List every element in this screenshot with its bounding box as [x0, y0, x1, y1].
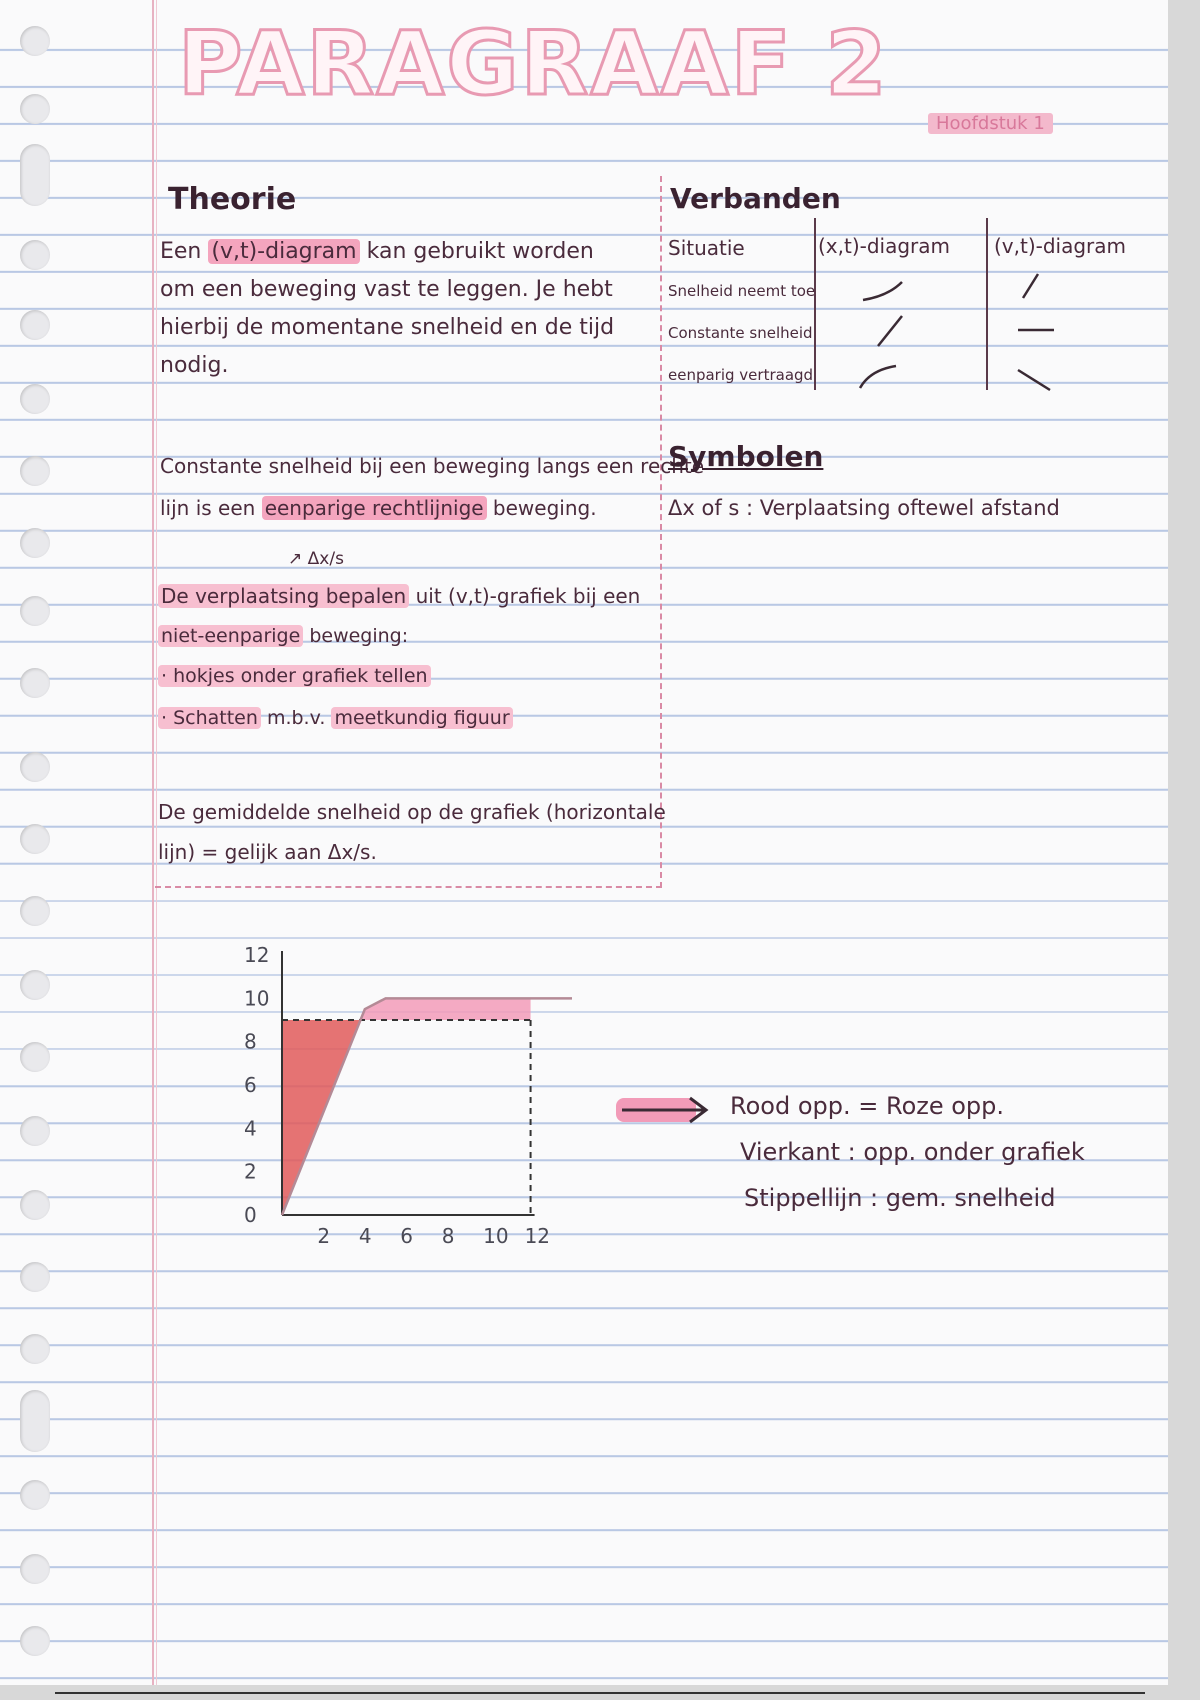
x-tick-label: 2 [317, 1224, 331, 1248]
binder-hole [20, 1390, 50, 1452]
chart-note: Stippellijn : gem. snelheid [744, 1184, 1056, 1212]
theory-line: hierbij de momentane snelheid en de tijd [160, 315, 615, 340]
col-header-situatie: Situatie [668, 236, 745, 260]
page-bottom-edge [55, 1692, 1145, 1694]
text-fragment: lijn is een [160, 496, 262, 520]
bullet-item [158, 658, 431, 694]
text-fragment: Een [160, 239, 209, 264]
highlight: · hokjes onder grafiek tellen [158, 665, 431, 687]
binder-hole [20, 752, 50, 782]
row-label: eenparig vertraagd [668, 366, 814, 384]
table-divider [814, 218, 816, 390]
binder-hole [20, 456, 50, 486]
theory-line: om een beweging vast te leggen. Je hebt [160, 277, 613, 302]
theory-line: lijn) = gelijk aan Δx/s. [158, 840, 377, 864]
theory-line [158, 618, 408, 654]
curve-up-sketch [863, 282, 902, 300]
line-down-sketch [1018, 370, 1050, 390]
text-fragment: m.b.v. [260, 707, 332, 729]
y-tick-label: 10 [244, 986, 270, 1011]
x-tick-label: 6 [400, 1224, 414, 1248]
curve-flat-sketch [860, 366, 896, 388]
binder-hole [20, 144, 50, 206]
verbanden-table [668, 178, 1148, 398]
y-tick-label: 0 [244, 1203, 257, 1227]
theory-line [160, 490, 597, 526]
text-fragment: kan gebruikt worden [359, 239, 594, 264]
binder-hole [20, 1626, 50, 1656]
row-label: Constante snelheid [668, 324, 813, 342]
y-tick-label: 8 [244, 1029, 257, 1054]
line-up-sketch [1023, 274, 1038, 298]
binder-hole [20, 970, 50, 1000]
graph-shape-sketches [818, 268, 1148, 398]
x-tick-label: 12 [524, 1224, 551, 1248]
symbolen-heading: Symbolen [668, 440, 824, 473]
chapter-tag: Hoofdstuk 1 [928, 113, 1053, 134]
binder-hole [20, 26, 50, 56]
symbol-definition: Δx of s : Verplaatsing oftewel afstand [668, 496, 1060, 520]
row-label: Snelheid neemt toe [668, 282, 816, 300]
chart-areas [282, 998, 531, 1215]
highlight: (v,t)-diagram [208, 239, 359, 264]
y-tick-label: 4 [244, 1116, 257, 1141]
pink-area [360, 998, 530, 1020]
col-header-xt: (x,t)-diagram [818, 234, 951, 258]
binder-hole [20, 1042, 50, 1072]
y-tick-label: 12 [244, 943, 270, 967]
binder-hole [20, 1190, 50, 1220]
arrow-icon [612, 1080, 722, 1140]
theory-line: Constante snelheid bij een beweging langs een rechte [160, 454, 705, 478]
x-tick-label: 4 [358, 1224, 372, 1248]
vt-graph [210, 943, 630, 1265]
y-tick-label: 6 [244, 1073, 257, 1097]
binder-hole [20, 1334, 50, 1364]
binder-hole [20, 1262, 50, 1292]
verbanden-heading: Verbanden [670, 182, 841, 215]
binder-hole [20, 896, 50, 926]
text-fragment: beweging: [303, 625, 409, 647]
binder-hole [20, 94, 50, 124]
binder-hole [20, 596, 50, 626]
binder-hole [20, 1116, 50, 1146]
binder-hole [20, 240, 50, 270]
x-tick-label: 8 [441, 1224, 455, 1248]
page-title: PARAGRAAF 2 [178, 12, 889, 115]
bullet-item [158, 700, 513, 736]
highlight: · Schatten [158, 707, 261, 729]
highlight: eenparige rechtlijnige [262, 496, 487, 520]
line-up-sketch [878, 316, 902, 346]
chart-note: Rood opp. = Roze opp. [730, 1092, 1005, 1120]
binder-hole [20, 528, 50, 558]
theory-line: nodig. [160, 353, 229, 378]
text-fragment: uit (v,t)-grafiek bij een [409, 584, 641, 608]
margin-line [152, 0, 154, 1685]
chart-note: Vierkant : opp. onder grafiek [740, 1138, 1085, 1166]
y-tick-label: 2 [244, 1159, 257, 1184]
x-tick-label: 10 [483, 1224, 509, 1248]
highlight: De verplaatsing bepalen [158, 584, 409, 608]
binder-hole [20, 1554, 50, 1584]
annotation: ↗ Δx/s [288, 549, 344, 569]
binder-hole [20, 1480, 50, 1510]
text-fragment: beweging. [486, 496, 597, 520]
col-header-vt: (v,t)-diagram [994, 234, 1127, 258]
binder-hole [20, 310, 50, 340]
binder-hole [20, 668, 50, 698]
theory-heading: Theorie [168, 182, 297, 217]
theory-line: De gemiddelde snelheid op de grafiek (horizontale [158, 800, 666, 824]
highlight: niet-eenparige [158, 625, 303, 647]
theory-line [160, 234, 594, 270]
binder-hole [20, 384, 50, 414]
highlight: meetkundig figuur [331, 707, 512, 729]
binder-hole [20, 824, 50, 854]
theory-line [158, 578, 640, 614]
